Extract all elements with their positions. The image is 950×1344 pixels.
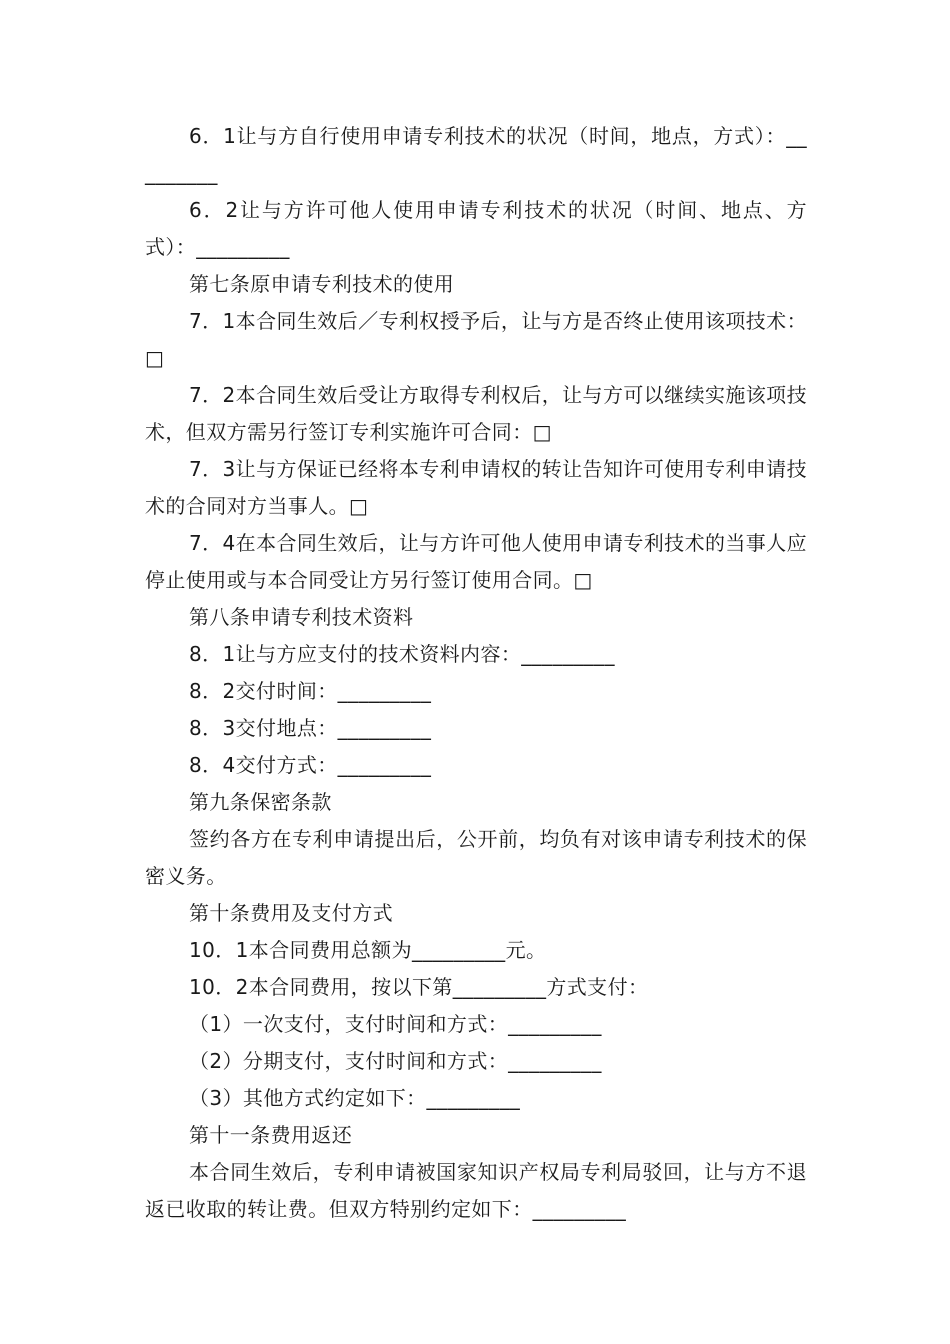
clause-8-2: 8．2交付时间：_________: [189, 679, 432, 703]
clause-8-4: 8．4交付方式：_________: [189, 753, 432, 777]
clause-10-2: 10．2本合同费用，按以下第_________方式支付：: [189, 975, 649, 999]
clause-10-1: 10．1本合同费用总额为_________元。: [189, 938, 547, 962]
article-9-body: 签约各方在专利申请提出后，公开前，均负有对该申请专利技术的保密义务。: [145, 827, 807, 888]
clause-7-2: 7．2本合同生效后受让方取得专利权后，让与方可以继续实施该项技术，但双方需另行签订专利实施许可合同：□: [145, 383, 807, 444]
clause-8-3: 8．3交付地点：_________: [189, 716, 432, 740]
clause-7-3: 7．3让与方保证已经将本专利申请权的转让告知许可使用专利申请技术的合同对方当事人。□: [145, 457, 807, 518]
payment-option-1: （1）一次支付，支付时间和方式：_________: [189, 1012, 602, 1036]
clause-6-2: 6．2让与方许可他人使用申请专利技术的状况（时间、地点、方式）：_________: [145, 198, 807, 259]
article-9-heading: 第九条保密条款: [189, 790, 332, 814]
payment-option-2: （2）分期支付，支付时间和方式：_________: [189, 1049, 602, 1073]
article-11-body: 本合同生效后，专利申请被国家知识产权局专利局驳回，让与方不退返已收取的转让费。但双方特别约定如下：_________: [145, 1160, 807, 1221]
article-10-heading: 第十条费用及支付方式: [189, 901, 393, 925]
payment-option-3: （3）其他方式约定如下：_________: [189, 1086, 521, 1110]
clause-7-4: 7．4在本合同生效后，让与方许可他人使用申请专利技术的当事人应停止使用或与本合同受让方另行签订使用合同。□: [145, 531, 807, 592]
clause-8-1: 8．1让与方应支付的技术资料内容：_________: [189, 642, 615, 666]
article-7-heading: 第七条原申请专利技术的使用: [189, 272, 455, 296]
clause-7-1: 7．1本合同生效后／专利权授予后，让与方是否终止使用该项技术：□: [145, 309, 807, 370]
article-8-heading: 第八条申请专利技术资料: [189, 605, 414, 629]
document-body: [145, 118, 807, 1228]
article-11-heading: 第十一条费用返还: [189, 1123, 353, 1147]
clause-6-1: 6．1让与方自行使用申请专利技术的状况（时间，地点，方式）：_________: [145, 124, 807, 185]
